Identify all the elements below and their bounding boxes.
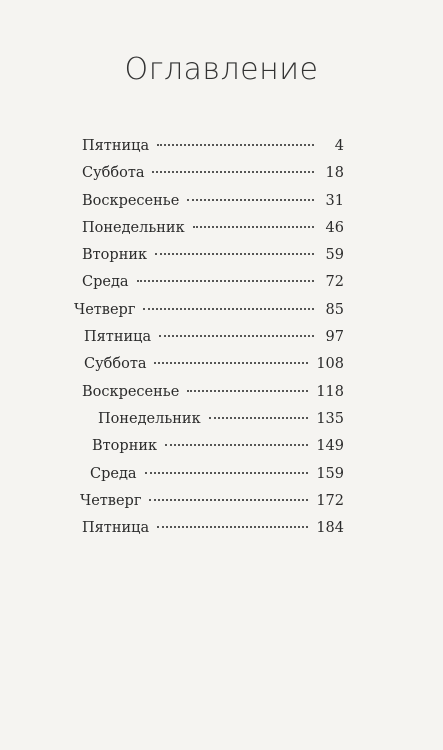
toc-entry-label: Суббота — [82, 165, 145, 182]
page-title: Оглавление — [124, 52, 319, 87]
toc-entry[interactable] — [72, 406, 344, 433]
toc-entry-page: 149 — [316, 438, 344, 455]
toc-entry-page: 172 — [316, 492, 344, 509]
table-of-contents — [72, 133, 344, 542]
toc-entry-page: 184 — [316, 520, 344, 537]
toc-entry[interactable] — [72, 133, 344, 160]
toc-entry[interactable] — [72, 351, 344, 378]
toc-leader-dots — [193, 226, 314, 228]
toc-leader-dots — [157, 144, 314, 146]
toc-entry-page: 18 — [325, 165, 344, 182]
toc-entry[interactable] — [72, 297, 344, 324]
toc-entry-page: 31 — [325, 192, 344, 209]
toc-entry[interactable] — [72, 324, 344, 351]
toc-entry-label: Пятница — [84, 329, 152, 346]
toc-leader-dots — [159, 335, 314, 337]
toc-entry-page: 97 — [325, 329, 344, 346]
toc-entry-page: 72 — [325, 274, 344, 291]
toc-entry-label: Среда — [82, 274, 129, 291]
toc-entry-label: Вторник — [82, 247, 148, 264]
toc-entry-page: 118 — [316, 383, 344, 400]
toc-entry-label: Воскресенье — [82, 192, 180, 209]
toc-entry-label: Вторник — [92, 438, 158, 455]
toc-entry-label: Понедельник — [98, 410, 201, 427]
toc-entry-page: 159 — [316, 465, 344, 482]
toc-entry-page: 108 — [316, 356, 344, 373]
toc-entry[interactable] — [72, 242, 344, 269]
toc-entry-page: 59 — [325, 247, 344, 264]
toc-entry[interactable] — [72, 488, 344, 515]
toc-leader-dots — [187, 199, 314, 201]
toc-entry-page: 135 — [316, 410, 344, 427]
toc-entry-page: 4 — [334, 138, 344, 154]
toc-entry-label: Понедельник — [82, 219, 185, 236]
toc-entry[interactable] — [72, 433, 344, 460]
toc-entry[interactable] — [72, 269, 344, 296]
toc-entry[interactable] — [72, 160, 344, 187]
toc-entry[interactable] — [72, 215, 344, 242]
toc-entry-label: Четверг — [80, 492, 142, 509]
toc-entry-page: 85 — [325, 301, 344, 318]
toc-entry[interactable] — [72, 379, 344, 406]
toc-entry-label: Пятница — [82, 138, 150, 154]
toc-leader-dots — [143, 308, 314, 310]
toc-leader-dots — [152, 171, 314, 173]
toc-leader-dots — [155, 253, 314, 255]
toc-leader-dots — [154, 362, 308, 364]
toc-entry-page: 46 — [325, 219, 344, 236]
toc-leader-dots — [165, 444, 308, 446]
toc-entry-label: Воскресенье — [82, 383, 180, 400]
toc-leader-dots — [209, 417, 309, 419]
toc-leader-dots — [137, 280, 314, 282]
toc-entry-label: Среда — [90, 465, 137, 482]
toc-entry[interactable] — [72, 188, 344, 215]
toc-entry-label: Четверг — [74, 301, 136, 318]
toc-entry[interactable] — [72, 515, 344, 542]
toc-leader-dots — [145, 472, 309, 474]
toc-entry[interactable] — [72, 461, 344, 488]
toc-entry-label: Пятница — [82, 520, 150, 537]
toc-entry-label: Суббота — [84, 356, 147, 373]
toc-leader-dots — [157, 526, 308, 528]
toc-leader-dots — [149, 499, 308, 501]
toc-leader-dots — [187, 390, 308, 392]
